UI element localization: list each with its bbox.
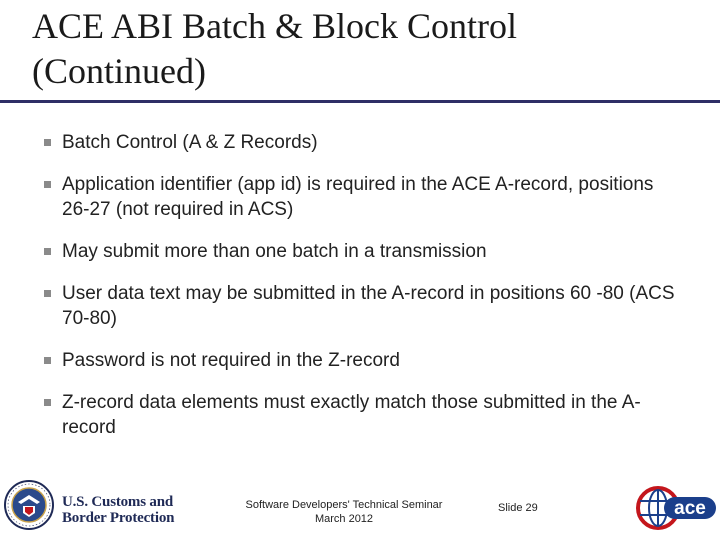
bullet-square-icon	[44, 357, 51, 364]
bullet-square-icon	[44, 290, 51, 297]
event-date: March 2012	[314, 513, 374, 525]
bullet-square-icon	[44, 248, 51, 255]
bullet-text: User data text may be submitted in the A-record in positions 60 -80 (ACS 70-80)	[62, 283, 675, 329]
footer-event	[236, 498, 452, 526]
title-divider	[0, 100, 720, 103]
bullet-square-icon	[44, 181, 51, 188]
bullet-item	[44, 348, 684, 373]
slide-title	[32, 4, 692, 94]
bullet-list	[44, 130, 684, 457]
dhs-seal-icon	[4, 480, 54, 530]
bullet-item	[44, 172, 684, 222]
ace-logo-icon	[636, 484, 720, 532]
cbp-logo	[0, 478, 200, 538]
bullet-text: Z-record data elements must exactly match those submitted in the A-record	[62, 392, 641, 438]
bullet-text: Application identifier (app id) is required in the ACE A-record, positions 26-27 (not required in ACS)	[62, 174, 654, 220]
cbp-line-1: U.S. Customs and	[62, 494, 173, 510]
slide-number: Slide 29	[498, 502, 538, 514]
ace-logo-text: ace	[674, 498, 706, 519]
bullet-item	[44, 281, 684, 331]
bullet-text: Password is not required in the Z-record	[62, 350, 400, 371]
title-line-2: (Continued)	[32, 51, 206, 91]
bullet-item	[44, 390, 684, 440]
bullet-square-icon	[44, 139, 51, 146]
title-line-1: ACE ABI Batch & Block Control	[32, 6, 517, 46]
event-name: Software Developers' Technical Seminar	[245, 499, 443, 511]
bullet-square-icon	[44, 399, 51, 406]
cbp-line-2: Border Protection	[62, 510, 175, 526]
bullet-text: May submit more than one batch in a transmission	[62, 241, 487, 262]
bullet-text: Batch Control (A & Z Records)	[62, 132, 318, 153]
cbp-wordmark	[62, 494, 174, 526]
bullet-item	[44, 239, 684, 264]
bullet-item	[44, 130, 684, 155]
